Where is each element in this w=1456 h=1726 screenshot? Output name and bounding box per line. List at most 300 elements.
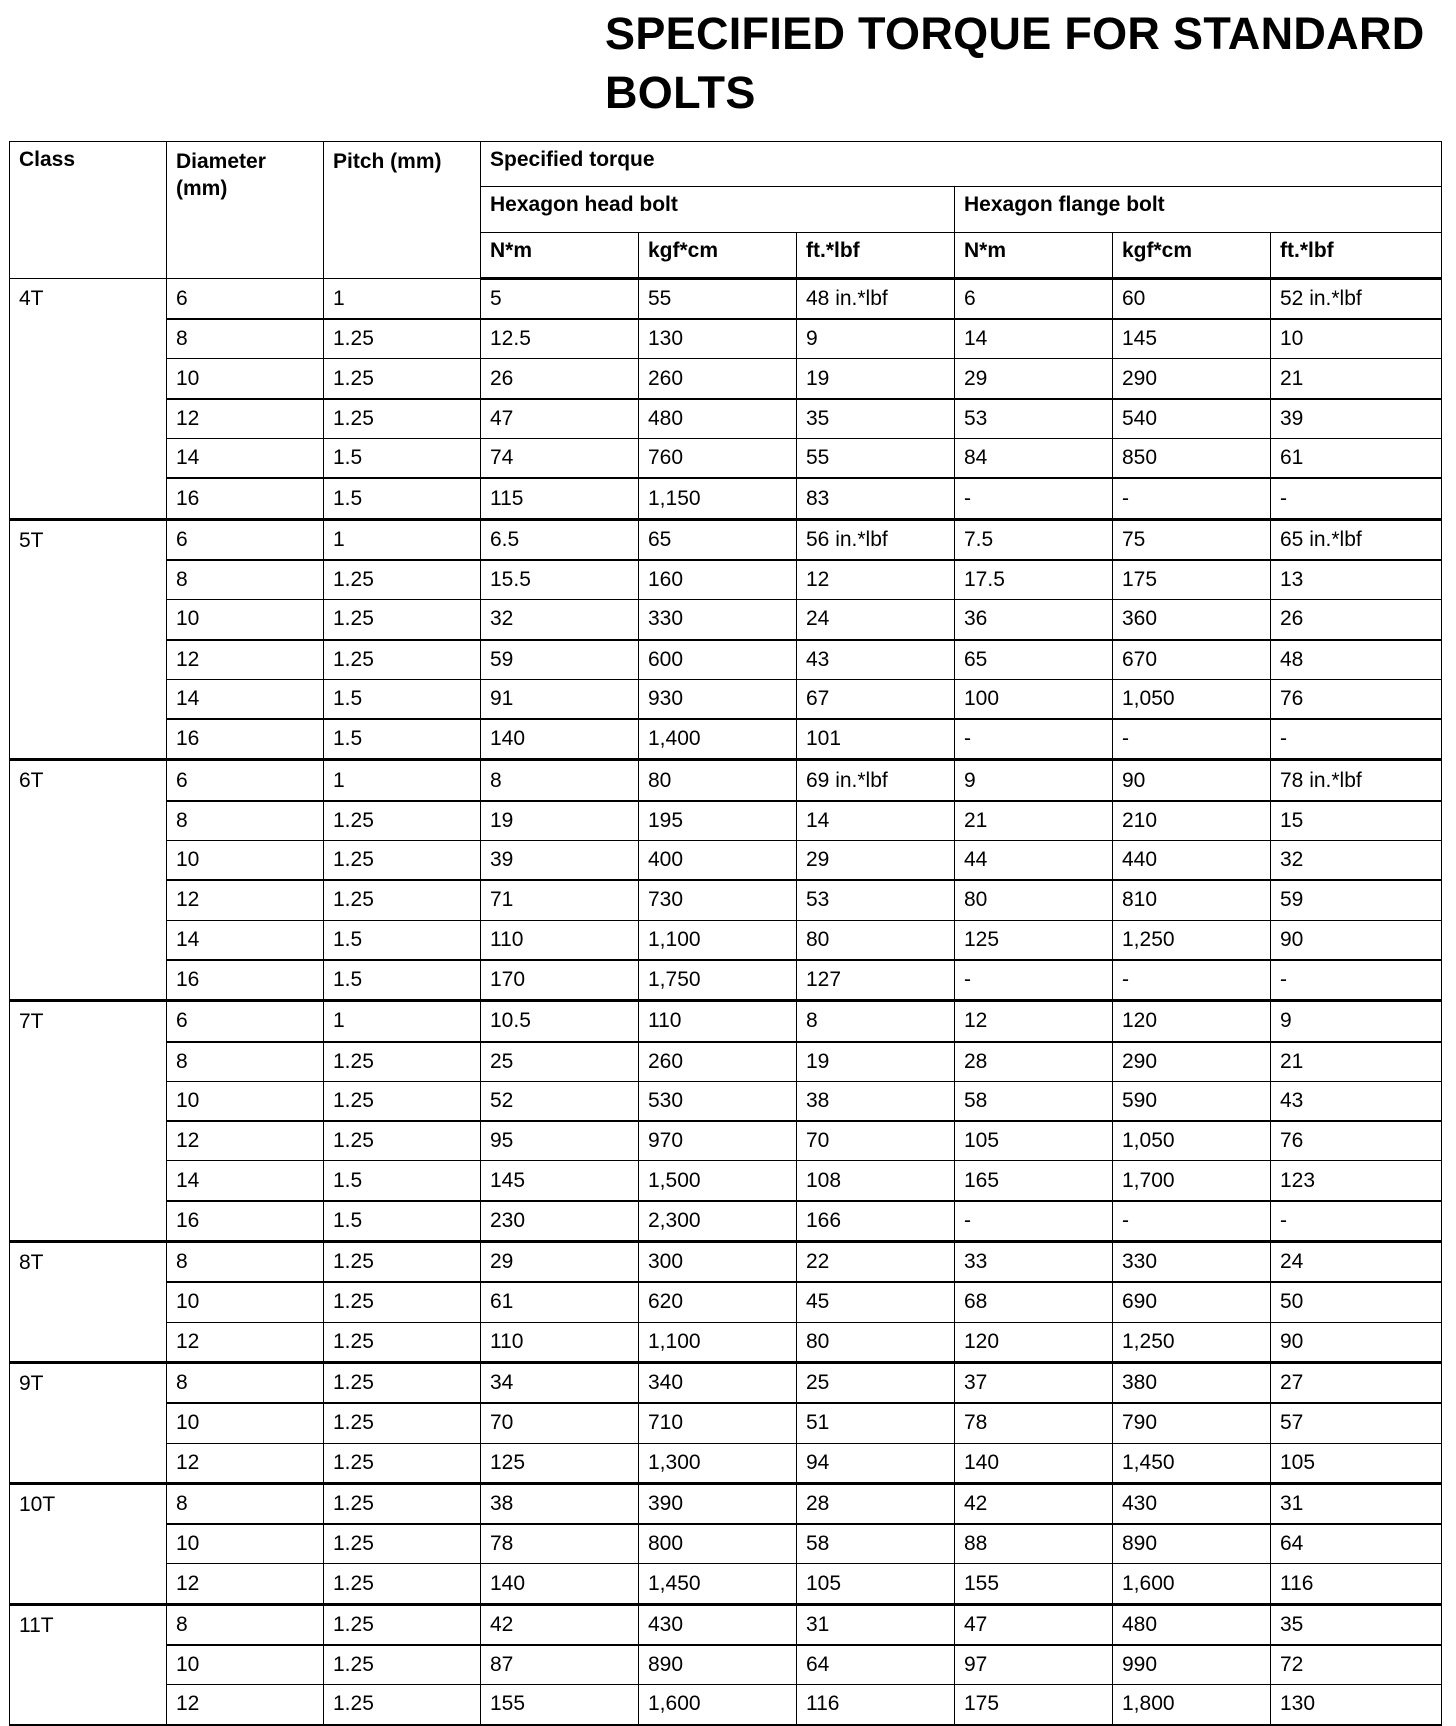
table-cell: 430: [1113, 1483, 1271, 1524]
table-cell: 125: [481, 1443, 639, 1483]
table-cell: 14: [955, 319, 1113, 359]
table-cell: 10.5: [481, 1001, 639, 1042]
table-cell: 1.25: [324, 1645, 481, 1685]
table-cell: 730: [639, 880, 797, 920]
table-cell: 61: [481, 1282, 639, 1322]
table-cell: 2,300: [639, 1201, 797, 1242]
class-cell: 4T: [10, 278, 167, 519]
table-cell: 5: [481, 278, 639, 319]
table-cell: 32: [481, 600, 639, 640]
table-cell: 390: [639, 1483, 797, 1524]
table-cell: 175: [955, 1685, 1113, 1725]
table-cell: 29: [797, 841, 955, 881]
table-row: [10, 880, 1442, 920]
table-cell: 64: [797, 1645, 955, 1685]
table-cell: 105: [797, 1564, 955, 1604]
table-cell: 1.25: [324, 841, 481, 881]
table-cell: 19: [797, 359, 955, 399]
table-cell: 1.25: [324, 1524, 481, 1564]
table-row: [10, 640, 1442, 680]
table-cell: 1,600: [1113, 1564, 1271, 1604]
table-cell: 43: [1271, 1081, 1442, 1121]
table-cell: -: [1271, 1201, 1442, 1242]
table-cell: 760: [639, 439, 797, 479]
table-cell: 83: [797, 478, 955, 519]
table-cell: 19: [797, 1042, 955, 1082]
header-unit-head-nm: N*m: [481, 232, 639, 278]
table-cell: 540: [1113, 399, 1271, 439]
table-cell: 1: [324, 1001, 481, 1042]
table-cell: 65: [639, 519, 797, 560]
class-cell: 9T: [10, 1362, 167, 1483]
table-cell: 53: [797, 880, 955, 920]
table-cell: 210: [1113, 801, 1271, 841]
table-cell: 64: [1271, 1524, 1442, 1564]
table-cell: 10: [167, 1403, 324, 1443]
table-cell: 1.5: [324, 1161, 481, 1201]
table-cell: 97: [955, 1645, 1113, 1685]
table-cell: 155: [955, 1564, 1113, 1604]
table-cell: 25: [481, 1042, 639, 1082]
table-cell: 47: [955, 1604, 1113, 1645]
table-cell: 71: [481, 880, 639, 920]
table-row: [10, 359, 1442, 399]
table-cell: 690: [1113, 1282, 1271, 1322]
table-cell: 1,400: [639, 719, 797, 760]
table-cell: 13: [1271, 560, 1442, 600]
table-cell: 16: [167, 960, 324, 1001]
table-cell: 1,250: [1113, 1322, 1271, 1362]
table-cell: 1,300: [639, 1443, 797, 1483]
table-cell: 1.25: [324, 359, 481, 399]
table-cell: 890: [639, 1645, 797, 1685]
table-cell: 10: [167, 1282, 324, 1322]
table-row: [10, 841, 1442, 881]
table-cell: -: [955, 1201, 1113, 1242]
table-cell: 9: [797, 319, 955, 359]
table-cell: 43: [797, 640, 955, 680]
table-cell: 76: [1271, 1121, 1442, 1161]
table-cell: 65 in.*lbf: [1271, 519, 1442, 560]
table-cell: 810: [1113, 880, 1271, 920]
table-cell: 380: [1113, 1362, 1271, 1403]
table-cell: 1,050: [1113, 1121, 1271, 1161]
table-cell: 1.25: [324, 640, 481, 680]
table-cell: 25: [797, 1362, 955, 1403]
table-cell: 45: [797, 1282, 955, 1322]
table-cell: 1,800: [1113, 1685, 1271, 1725]
table-cell: 1.25: [324, 880, 481, 920]
table-cell: 130: [639, 319, 797, 359]
table-cell: 74: [481, 439, 639, 479]
table-row: [10, 920, 1442, 960]
table-cell: 59: [1271, 880, 1442, 920]
table-cell: 1.25: [324, 399, 481, 439]
table-cell: 160: [639, 560, 797, 600]
class-cell: 8T: [10, 1242, 167, 1363]
table-cell: 1.25: [324, 1483, 481, 1524]
table-cell: 10: [167, 1645, 324, 1685]
table-row: [10, 1685, 1442, 1725]
table-row: [10, 319, 1442, 359]
table-cell: 290: [1113, 1042, 1271, 1082]
header-hexagon-flange-bolt: Hexagon flange bolt: [955, 187, 1442, 232]
table-cell: 84: [955, 439, 1113, 479]
table-cell: 175: [1113, 560, 1271, 600]
table-cell: 145: [481, 1161, 639, 1201]
table-cell: 1.5: [324, 1201, 481, 1242]
table-cell: 890: [1113, 1524, 1271, 1564]
table-cell: 1.5: [324, 960, 481, 1001]
table-cell: 260: [639, 1042, 797, 1082]
table-cell: 140: [955, 1443, 1113, 1483]
table-cell: 123: [1271, 1161, 1442, 1201]
table-cell: 850: [1113, 439, 1271, 479]
class-cell: 10T: [10, 1483, 167, 1604]
table-cell: 127: [797, 960, 955, 1001]
table-cell: 1: [324, 760, 481, 801]
table-row: [10, 1483, 1442, 1524]
table-cell: 75: [1113, 519, 1271, 560]
class-cell: 6T: [10, 760, 167, 1001]
table-row: [10, 760, 1442, 801]
table-cell: 26: [1271, 600, 1442, 640]
table-cell: 120: [1113, 1001, 1271, 1042]
table-cell: 8: [481, 760, 639, 801]
table-cell: 930: [639, 679, 797, 719]
table-cell: 12: [167, 880, 324, 920]
table-cell: 1,500: [639, 1161, 797, 1201]
table-cell: 1,450: [639, 1564, 797, 1604]
table-cell: 230: [481, 1201, 639, 1242]
table-cell: 155: [481, 1685, 639, 1725]
table-cell: 1,100: [639, 1322, 797, 1362]
table-cell: 12: [955, 1001, 1113, 1042]
table-cell: 290: [1113, 359, 1271, 399]
table-cell: 1: [324, 519, 481, 560]
table-cell: 56 in.*lbf: [797, 519, 955, 560]
table-cell: 360: [1113, 600, 1271, 640]
table-cell: 52: [481, 1081, 639, 1121]
table-cell: 35: [1271, 1604, 1442, 1645]
table-cell: 530: [639, 1081, 797, 1121]
table-cell: 1.5: [324, 920, 481, 960]
table-cell: -: [955, 960, 1113, 1001]
table-cell: 47: [481, 399, 639, 439]
table-cell: 28: [797, 1483, 955, 1524]
table-cell: 70: [481, 1403, 639, 1443]
table-cell: 1.25: [324, 1564, 481, 1604]
table-cell: 8: [167, 1042, 324, 1082]
table-cell: 15.5: [481, 560, 639, 600]
table-cell: 330: [1113, 1242, 1271, 1283]
table-cell: 1,700: [1113, 1161, 1271, 1201]
table-cell: -: [955, 478, 1113, 519]
class-cell: 5T: [10, 519, 167, 760]
header-pitch: Pitch (mm): [324, 142, 481, 279]
table-cell: 68: [955, 1282, 1113, 1322]
table-cell: 16: [167, 719, 324, 760]
table-body: [10, 278, 1442, 1724]
table-cell: 16: [167, 1201, 324, 1242]
table-row: [10, 478, 1442, 519]
table-cell: 55: [639, 278, 797, 319]
table-cell: 60: [1113, 278, 1271, 319]
header-unit-flange-nm: N*m: [955, 232, 1113, 278]
table-cell: -: [1113, 478, 1271, 519]
table-cell: 165: [955, 1161, 1113, 1201]
table-cell: 1.25: [324, 1604, 481, 1645]
table-row: [10, 1081, 1442, 1121]
table-cell: 166: [797, 1201, 955, 1242]
table-cell: 116: [797, 1685, 955, 1725]
table-cell: 28: [955, 1042, 1113, 1082]
table-cell: 8: [167, 1604, 324, 1645]
table-row: [10, 1443, 1442, 1483]
table-cell: 1.25: [324, 1403, 481, 1443]
table-cell: 8: [167, 1483, 324, 1524]
table-cell: 6: [167, 278, 324, 319]
table-cell: 300: [639, 1242, 797, 1283]
table-cell: 88: [955, 1524, 1113, 1564]
table-cell: 12: [167, 399, 324, 439]
table-row: [10, 600, 1442, 640]
table-cell: 38: [797, 1081, 955, 1121]
table-cell: 8: [797, 1001, 955, 1042]
table-cell: 87: [481, 1645, 639, 1685]
table-row: [10, 519, 1442, 560]
table-cell: 1,750: [639, 960, 797, 1001]
table-cell: -: [1271, 719, 1442, 760]
table-cell: 1.25: [324, 1362, 481, 1403]
table-cell: 8: [167, 1362, 324, 1403]
table-cell: 101: [797, 719, 955, 760]
table-cell: 39: [1271, 399, 1442, 439]
table-cell: 116: [1271, 1564, 1442, 1604]
header-hexagon-head-bolt: Hexagon head bolt: [481, 187, 955, 232]
table-cell: -: [1271, 960, 1442, 1001]
table-cell: 8: [167, 560, 324, 600]
table-cell: 78: [481, 1524, 639, 1564]
table-cell: 1,100: [639, 920, 797, 960]
table-cell: 12: [167, 640, 324, 680]
table-cell: 125: [955, 920, 1113, 960]
table-cell: 44: [955, 841, 1113, 881]
table-cell: 9: [1271, 1001, 1442, 1042]
table-cell: -: [1113, 719, 1271, 760]
table-cell: 800: [639, 1524, 797, 1564]
table-row: [10, 278, 1442, 319]
table-cell: 14: [167, 439, 324, 479]
table-cell: -: [1271, 478, 1442, 519]
class-cell: 7T: [10, 1001, 167, 1242]
table-row: [10, 1604, 1442, 1645]
table-cell: 8: [167, 1242, 324, 1283]
table-cell: 22: [797, 1242, 955, 1283]
page-title: SPECIFIED TORQUE FOR STANDARD BOLTS: [605, 8, 1425, 118]
table-cell: 94: [797, 1443, 955, 1483]
table-cell: 67: [797, 679, 955, 719]
table-row: [10, 1042, 1442, 1082]
table-cell: 12.5: [481, 319, 639, 359]
table-cell: 115: [481, 478, 639, 519]
table-cell: 440: [1113, 841, 1271, 881]
table-cell: 340: [639, 1362, 797, 1403]
table-cell: 1.25: [324, 600, 481, 640]
table-cell: 57: [1271, 1403, 1442, 1443]
torque-table: [9, 141, 1442, 1726]
table-cell: 50: [1271, 1282, 1442, 1322]
table-cell: 58: [955, 1081, 1113, 1121]
table-cell: 620: [639, 1282, 797, 1322]
table-header: [10, 142, 1442, 279]
table-cell: 36: [955, 600, 1113, 640]
table-cell: 6: [167, 760, 324, 801]
table-cell: 8: [167, 801, 324, 841]
table-cell: 34: [481, 1362, 639, 1403]
table-row: [10, 560, 1442, 600]
table-cell: 19: [481, 801, 639, 841]
table-cell: 110: [481, 920, 639, 960]
table-cell: 12: [167, 1322, 324, 1362]
table-cell: 48 in.*lbf: [797, 278, 955, 319]
table-cell: 110: [639, 1001, 797, 1042]
table-row: [10, 1403, 1442, 1443]
table-cell: 110: [481, 1322, 639, 1362]
table-row: [10, 1242, 1442, 1283]
table-cell: 1.5: [324, 439, 481, 479]
table-cell: 90: [1271, 920, 1442, 960]
table-cell: 480: [639, 399, 797, 439]
table-cell: 400: [639, 841, 797, 881]
table-cell: 990: [1113, 1645, 1271, 1685]
table-cell: 65: [955, 640, 1113, 680]
table-cell: 710: [639, 1403, 797, 1443]
table-row: [10, 1362, 1442, 1403]
table-cell: 29: [955, 359, 1113, 399]
table-row: [10, 1201, 1442, 1242]
table-row: [10, 1282, 1442, 1322]
table-cell: 1.5: [324, 719, 481, 760]
table-cell: 31: [1271, 1483, 1442, 1524]
table-cell: 1,050: [1113, 679, 1271, 719]
table-cell: 6.5: [481, 519, 639, 560]
table-cell: 10: [167, 1081, 324, 1121]
table-cell: 1.25: [324, 801, 481, 841]
table-cell: -: [1113, 1201, 1271, 1242]
table-cell: 10: [167, 600, 324, 640]
table-cell: 52 in.*lbf: [1271, 278, 1442, 319]
table-cell: 260: [639, 359, 797, 399]
table-cell: 48: [1271, 640, 1442, 680]
table-cell: 80: [797, 920, 955, 960]
table-row: [10, 1161, 1442, 1201]
table-cell: 78: [955, 1403, 1113, 1443]
table-cell: 21: [955, 801, 1113, 841]
table-cell: 12: [167, 1564, 324, 1604]
table-cell: 10: [167, 359, 324, 399]
table-cell: 6: [167, 519, 324, 560]
table-cell: 1.25: [324, 1081, 481, 1121]
table-cell: 53: [955, 399, 1113, 439]
header-unit-head-kgfcm: kgf*cm: [639, 232, 797, 278]
table-cell: 1.25: [324, 319, 481, 359]
table-cell: 12: [167, 1685, 324, 1725]
table-row: [10, 1645, 1442, 1685]
table-cell: 100: [955, 679, 1113, 719]
table-cell: 12: [167, 1121, 324, 1161]
table-cell: 105: [1271, 1443, 1442, 1483]
table-cell: 1: [324, 278, 481, 319]
table-cell: 76: [1271, 679, 1442, 719]
table-cell: 670: [1113, 640, 1271, 680]
table-cell: 1,250: [1113, 920, 1271, 960]
table-cell: 91: [481, 679, 639, 719]
table-cell: 80: [797, 1322, 955, 1362]
table-cell: 37: [955, 1362, 1113, 1403]
table-cell: 1.25: [324, 1042, 481, 1082]
header-unit-flange-kgfcm: kgf*cm: [1113, 232, 1271, 278]
table-cell: 1,150: [639, 478, 797, 519]
table-cell: 42: [955, 1483, 1113, 1524]
table-cell: 14: [167, 1161, 324, 1201]
table-cell: 330: [639, 600, 797, 640]
table-cell: 38: [481, 1483, 639, 1524]
table-row: [10, 719, 1442, 760]
table-cell: 33: [955, 1242, 1113, 1283]
header-diameter: Diameter (mm): [167, 142, 324, 279]
table-cell: 32: [1271, 841, 1442, 881]
table-cell: 1,450: [1113, 1443, 1271, 1483]
table-cell: -: [955, 719, 1113, 760]
table-cell: 31: [797, 1604, 955, 1645]
table-cell: 1.25: [324, 1443, 481, 1483]
table-cell: 58: [797, 1524, 955, 1564]
table-cell: 1.25: [324, 1242, 481, 1283]
table-cell: -: [1113, 960, 1271, 1001]
table-cell: 35: [797, 399, 955, 439]
table-cell: 59: [481, 640, 639, 680]
table-cell: 51: [797, 1403, 955, 1443]
table-cell: 1.5: [324, 478, 481, 519]
table-cell: 9: [955, 760, 1113, 801]
table-cell: 80: [639, 760, 797, 801]
table-cell: 1.25: [324, 1322, 481, 1362]
table-cell: 24: [1271, 1242, 1442, 1283]
table-cell: 90: [1271, 1322, 1442, 1362]
table-cell: 10: [167, 1524, 324, 1564]
table-cell: 790: [1113, 1403, 1271, 1443]
table-cell: 1.25: [324, 1121, 481, 1161]
table-cell: 6: [167, 1001, 324, 1042]
class-cell: 11T: [10, 1604, 167, 1724]
table-cell: 39: [481, 841, 639, 881]
table-cell: 80: [955, 880, 1113, 920]
table-cell: 14: [797, 801, 955, 841]
table-cell: 140: [481, 1564, 639, 1604]
table-cell: 61: [1271, 439, 1442, 479]
table-cell: 1.25: [324, 560, 481, 600]
table-row: [10, 439, 1442, 479]
table-cell: 72: [1271, 1645, 1442, 1685]
table-cell: 120: [955, 1322, 1113, 1362]
table-cell: 140: [481, 719, 639, 760]
table-cell: 14: [167, 920, 324, 960]
table-cell: 55: [797, 439, 955, 479]
table-cell: 26: [481, 359, 639, 399]
table-row: [10, 399, 1442, 439]
table-cell: 1.25: [324, 1282, 481, 1322]
